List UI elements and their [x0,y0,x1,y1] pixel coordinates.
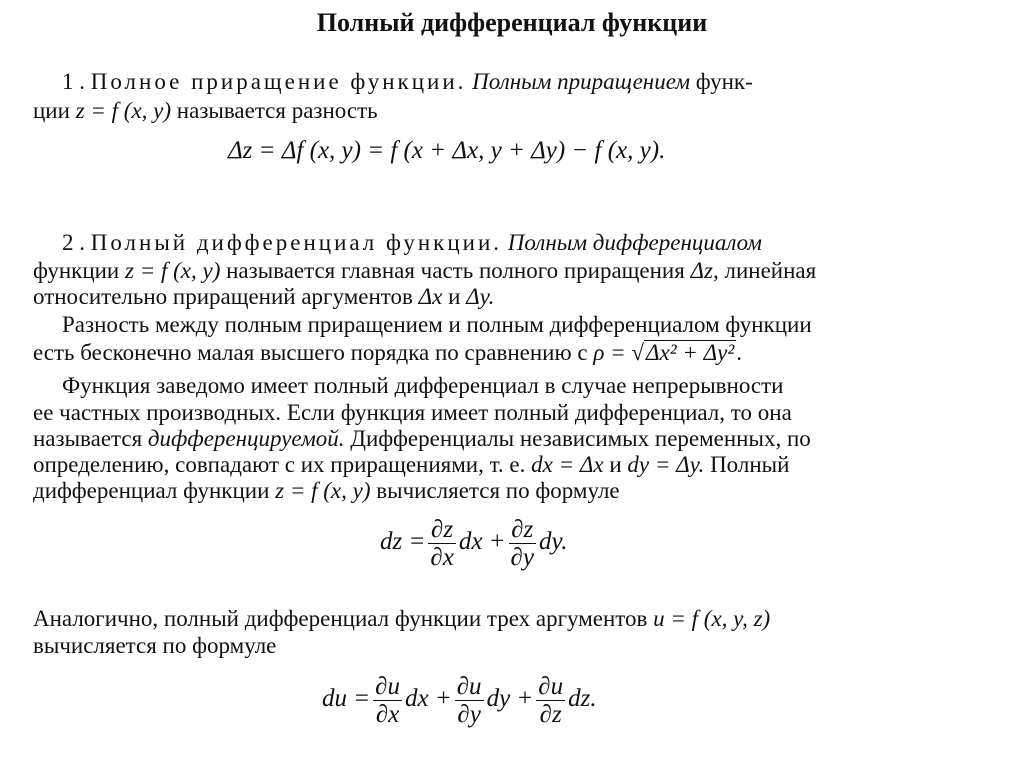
du-lhs: du = [322,685,371,713]
s1-line1-end: функ- [695,69,753,94]
du-formula [322,673,597,728]
dx-equals-delta-x: dx = Δx [531,452,604,477]
fraction-dz-dx [428,516,455,571]
fraction-numerator: ∂u [456,673,482,700]
s2-heading: Полный дифференциал функции. [90,230,503,255]
fraction-dz-dy [509,516,536,571]
s1-function: z = f (x, y) [75,98,172,123]
fraction-du-dz [536,673,565,728]
fraction-denominator: ∂x [375,701,400,728]
fraction-denominator: ∂y [510,544,534,571]
s2-number: 2 . [62,230,85,255]
dz-formula [380,516,567,571]
s2-line-1 [62,229,762,257]
s3-line1-text: Аналогично, полный дифференциал функции трех аргументов [33,606,648,631]
s1-number: 1 . [62,69,85,94]
fraction-numerator: ∂z [509,516,536,544]
s1-line-2 [33,97,378,125]
s2-para2-line-5 [33,477,620,505]
fraction-denominator: ∂z [539,701,562,728]
s2-para1-end: . [736,340,743,365]
radical-sign: √ [631,340,645,365]
fraction-numerator: ∂z [428,516,455,544]
dz-end: dy. [538,528,568,556]
dz-lhs: dz = [380,528,426,556]
s2-delta-y: Δy. [466,284,495,309]
s1-formula: Δz = Δf (x, y) = f (x + Δx, y + Δy) − f (x, y). [228,137,666,164]
s2-line-2 [33,257,816,285]
s2-para2-line5-text-a: дифференциал функции [33,478,270,503]
s2-line-3 [33,283,494,311]
s2-para2-line4-text-b: Полный [710,452,790,477]
s2-line2-text-a: функции [33,258,120,283]
sqrt-expression [644,340,736,365]
s2-term: Полным дифференциалом [507,230,762,255]
du-end: dz. [568,685,597,713]
s2-para1-text: есть бесконечно малая высшего порядка по сравнению с [33,340,588,365]
fraction-numerator: ∂u [538,673,564,700]
s2-para1-line-1: Разность между полным приращением и полным дифференциалом функции [62,312,812,337]
s2-para2-line-1: Функция заведомо имеет полный дифференциал в случае непрерывности [62,373,784,398]
s2-line3-text: относительно приращений аргументов [33,284,413,309]
dz-mid: dx + [458,528,506,556]
s2-para2-line-2: ее частных производных. Если функция имеет полный дифференциал, то она [33,400,792,425]
s1-line2-text-a: ции [33,98,70,123]
page-title: Полный дифференциал функции [316,8,708,37]
du-mid-1: dx + [404,685,452,713]
fraction-du-dy [455,673,484,728]
s2-line3-and: и [448,284,461,309]
s2-line2-text-c: линейная [724,258,817,283]
rho-equals: ρ = [593,340,626,365]
s1-term: Полным приращением [472,69,691,94]
s3-function: u = f (x, y, z) [653,606,771,631]
s3-line-2: вычисляется по формуле [33,633,277,658]
s2-para2-line-4 [33,451,789,479]
s2-para2-function: z = f (x, y) [275,478,371,503]
du-mid-2: dy + [486,685,534,713]
s2-line2-text-b: называется главная часть полного приращения [226,258,685,283]
fraction-denominator: ∂y [457,701,481,728]
fraction-numerator: ∂u [375,673,400,700]
s2-para2-line4-and: и [609,452,622,477]
s2-para2-line4-text-a: определению, совпадают с их приращениями, т. е. [33,452,526,477]
dy-equals-delta-y: dy = Δy. [627,452,705,477]
sqrt-content: Δx² + Δy² [646,340,735,365]
fraction-denominator: ∂x [430,544,454,571]
s2-para2-line5-text-b: вычисляется по формуле [376,478,620,503]
s2-term-differentiable: дифференцируемой. [147,426,345,451]
s2-para2-line3-text-a: называется [33,426,143,451]
s1-line-1 [62,68,753,96]
fraction-du-dx [373,673,402,728]
s2-delta-z: Δz, [690,258,719,283]
s2-para2-line-3 [33,425,811,453]
s2-para2-line3-text-b: Дифференциалы независимых переменных, по [350,426,811,451]
s2-delta-x: Δx [418,284,443,309]
s1-line2-text-b: называется разность [176,98,378,123]
s3-line-1 [33,605,770,633]
s2-para1-line-2 [33,339,742,367]
s1-heading: Полное приращение функции. [90,69,467,94]
s2-function: z = f (x, y) [125,258,221,283]
